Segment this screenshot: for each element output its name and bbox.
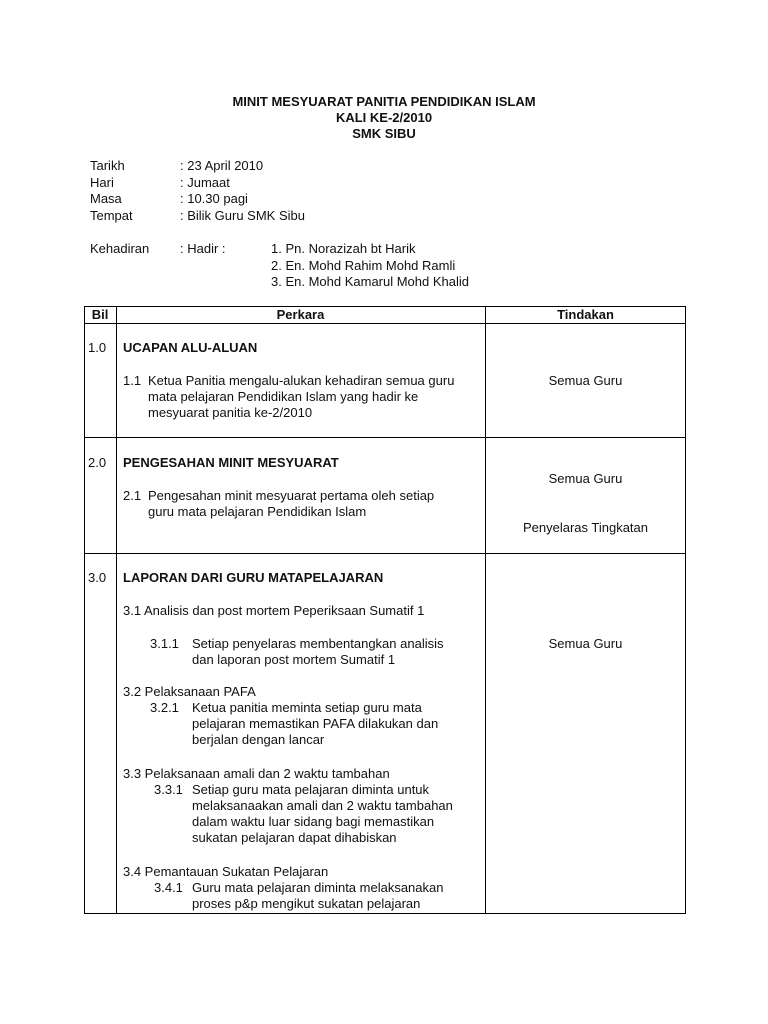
item-3-1-1-text (192, 636, 444, 668)
section-1-tindakan: Semua Guru (548, 373, 623, 388)
table-row-divider (84, 553, 686, 554)
tarikh-value: : 23 April 2010 (180, 158, 264, 173)
table-divider-bil (116, 306, 117, 914)
table-border-bottom (84, 913, 686, 914)
item-3-1-1-number: 3.1.1 (150, 636, 179, 651)
title-line-3: SMK SIBU (352, 126, 416, 141)
tempat-value: : Bilik Guru SMK Sibu (180, 207, 305, 223)
attendee-item: 3. En. Mohd Kamarul Mohd Khalid (271, 274, 469, 289)
hadir-label: : Hadir : (180, 241, 226, 256)
section-3-tindakan: Semua Guru (548, 636, 623, 651)
section-3-number: 3.0 (88, 570, 107, 585)
item-2-1-line: Pengesahan minit mesyuarat pertama oleh setiap (148, 488, 435, 503)
item-2-1-text (148, 488, 434, 520)
table-divider-tindakan (485, 306, 486, 914)
section-3-heading: LAPORAN DARI GURU MATAPELAJARAN (123, 570, 384, 585)
item-2-1-number: 2.1 (123, 488, 142, 503)
table-border-right (685, 306, 686, 914)
item-3-3-1-line: Setiap guru mata pelajaran diminta untuk (192, 782, 430, 797)
item-3-2-1-number: 3.2.1 (150, 700, 179, 715)
attendee-item: 2. En. Mohd Rahim Mohd Ramli (271, 257, 456, 273)
header-tindakan: Tindakan (557, 307, 614, 322)
item-1-1-number: 1.1 (123, 373, 142, 388)
item-3-3: 3.3 Pelaksanaan amali dan 2 waktu tambahan (123, 766, 390, 781)
section-2-tindakan-2: Penyelaras Tingkatan (522, 520, 649, 535)
item-3-2-1-line: Ketua panitia meminta setiap guru mata (192, 700, 422, 715)
item-3-1: 3.1 Analisis dan post mortem Peperiksaan Sumatif 1 (123, 603, 425, 618)
item-1-1-line: Ketua Panitia mengalu-alukan kehadiran semua guru (148, 373, 455, 388)
item-3-4: 3.4 Pemantauan Sukatan Pelajaran (123, 864, 329, 879)
section-1-heading: UCAPAN ALU-ALUAN (123, 340, 258, 355)
section-2-tindakan-1: Semua Guru (548, 471, 623, 486)
hari-label: Hari (90, 174, 114, 190)
section-2-heading: PENGESAHAN MINIT MESYUARAT (123, 455, 339, 470)
item-3-2-1-line: berjalan dengan lancar (192, 732, 325, 747)
tarikh-label: Tarikh (90, 158, 125, 173)
kehadiran-label: Kehadiran (90, 241, 150, 256)
title-line-2: KALI KE-2/2010 (335, 110, 433, 125)
hari-value: : Jumaat (180, 174, 230, 190)
item-1-1-line: mesyuarat panitia ke-2/2010 (148, 405, 313, 420)
document-title (0, 94, 768, 142)
table-border-left (84, 306, 85, 914)
item-3-3-1-text (192, 782, 453, 846)
item-1-1-line: mata pelajaran Pendidikan Islam yang hadir ke (148, 389, 419, 404)
minutes-table (84, 306, 686, 914)
header-bil: Bil (91, 307, 109, 322)
item-3-4-1-number: 3.4.1 (154, 880, 183, 895)
item-1-1-text (148, 373, 454, 421)
item-3-2-1-line: pelajaran memastikan PAFA dilakukan dan (192, 716, 439, 731)
header-perkara: Perkara (276, 307, 325, 322)
masa-label: Masa (90, 191, 122, 206)
item-3-2: 3.2 Pelaksanaan PAFA (123, 684, 256, 699)
attendee-item: 1. Pn. Norazizah bt Harik (271, 241, 416, 256)
item-3-3-1-line: sukatan pelajaran dapat dihabiskan (192, 830, 397, 845)
item-3-4-1-line: proses p&p mengikut sukatan pelajaran (192, 896, 421, 911)
table-row-divider (84, 437, 686, 438)
item-3-2-1-text (192, 700, 438, 748)
item-3-3-1-number: 3.3.1 (154, 782, 183, 797)
table-header-divider (84, 323, 686, 324)
section-1-number: 1.0 (88, 340, 107, 355)
item-2-1-line: guru mata pelajaran Pendidikan Islam (148, 504, 367, 519)
item-3-1-1-line: Setiap penyelaras membentangkan analisis (192, 636, 444, 651)
section-2-number: 2.0 (88, 455, 107, 470)
attendee-list (271, 241, 469, 291)
item-3-4-1-text (192, 880, 443, 912)
item-3-1-1-line: dan laporan post mortem Sumatif 1 (192, 652, 396, 667)
title-line-1: MINIT MESYUARAT PANITIA PENDIDIKAN ISLAM (232, 94, 536, 109)
masa-value: : 10.30 pagi (180, 191, 248, 206)
item-3-3-1-line: dalam waktu luar sidang bagi memastikan (192, 814, 435, 829)
item-3-3-1-line: melaksanaakan amali dan 2 waktu tambahan (192, 798, 453, 813)
item-3-4-1-line: Guru mata pelajaran diminta melaksanakan (192, 880, 444, 895)
tempat-label: Tempat (90, 207, 133, 223)
